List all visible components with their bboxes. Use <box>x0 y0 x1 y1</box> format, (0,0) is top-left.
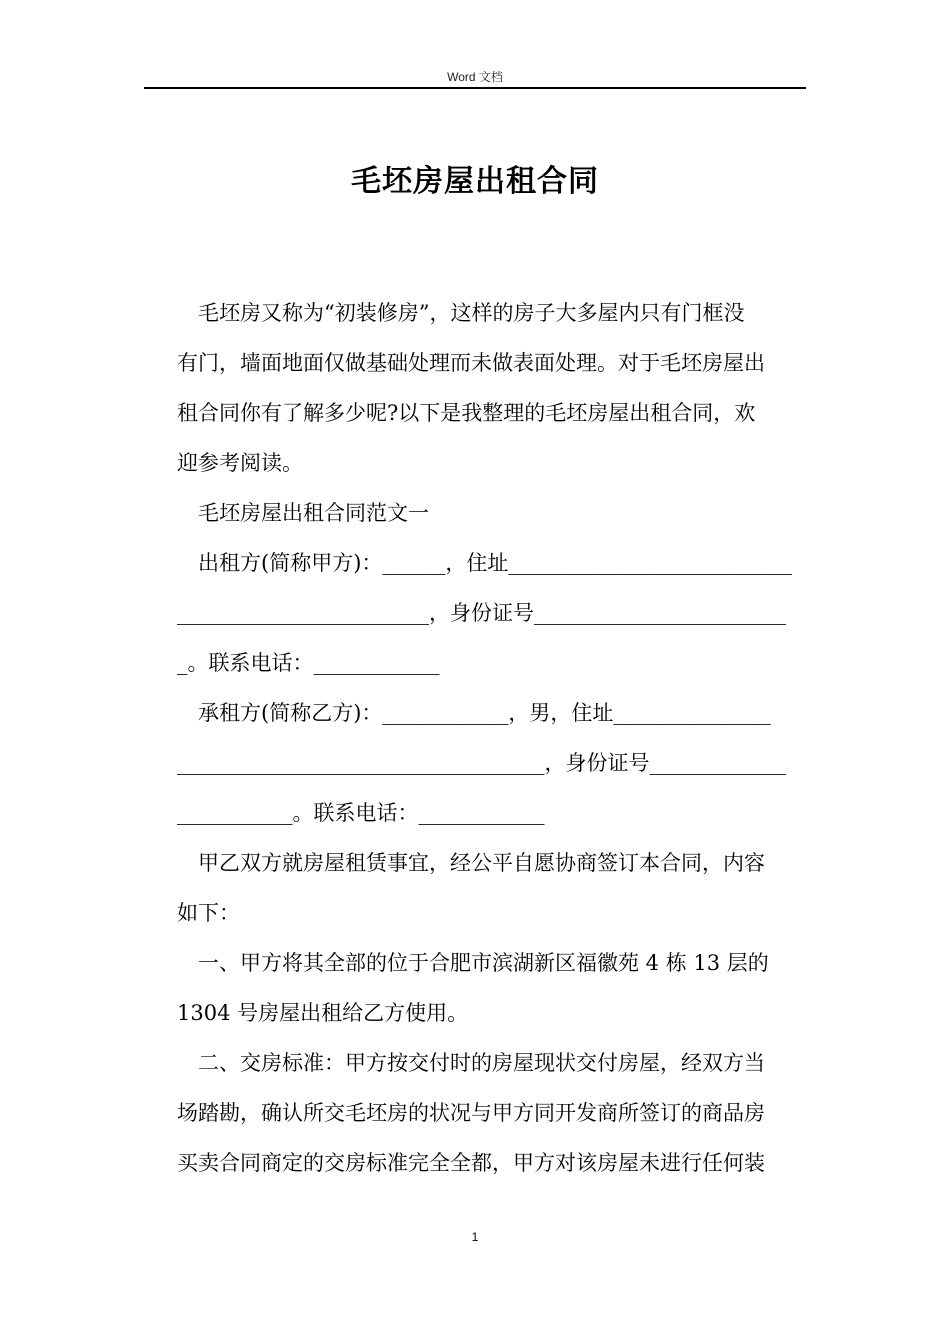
paragraph-clause-2 <box>177 1038 803 1188</box>
text-line: _。联系电话：____________ <box>177 651 440 675</box>
text-line: ________________________，身份证号________________________ <box>177 601 786 625</box>
paragraph-sample-heading <box>177 488 803 538</box>
text-line: 如下： <box>177 901 240 925</box>
text-line: ___________。联系电话：____________ <box>177 801 545 825</box>
text-line: 承租方(简称乙方)：____________，男，住址_______________ <box>198 701 771 725</box>
page-header: Word 文档 <box>447 70 503 84</box>
text-line: 二、交房标准：甲方按交付时的房屋现状交付房屋，经双方当 <box>198 1051 765 1075</box>
text-line: 毛坯房屋出租合同范文一 <box>198 501 429 525</box>
text-line: 出租方(简称甲方)：______，住址___________________________ <box>198 551 792 575</box>
text-line: 有门，墙面地面仅做基础处理而未做表面处理。对于毛坯房屋出 <box>177 351 765 375</box>
paragraph-agreement <box>177 838 803 938</box>
header-divider <box>144 87 806 89</box>
paragraph-lessor <box>177 538 803 688</box>
paragraph-lessee <box>177 688 803 838</box>
text-line: 场踏勘，确认所交毛坯房的状况与甲方同开发商所签订的商品房 <box>177 1101 765 1125</box>
text-line: ___________________________________，身份证号_____________ <box>177 751 786 775</box>
document-title: 毛坯房屋出租合同 <box>351 164 599 199</box>
document-body <box>177 288 803 1188</box>
text-line: 一、甲方将其全部的位于合肥市滨湖新区福徽苑 4 栋 13 层的 <box>198 951 769 975</box>
page-number: 1 <box>471 1230 479 1244</box>
paragraph-intro <box>177 288 803 488</box>
text-line: 毛坯房又称为“初装修房”，这样的房子大多屋内只有门框没 <box>198 301 745 325</box>
paragraph-clause-1 <box>177 938 803 1038</box>
text-line: 租合同你有了解多少呢?以下是我整理的毛坯房屋出租合同，欢 <box>177 401 756 425</box>
text-line: 迎参考阅读。 <box>177 451 303 475</box>
text-line: 买卖合同商定的交房标准完全全都，甲方对该房屋未进行任何装 <box>177 1151 765 1175</box>
text-line: 1304 号房屋出租给乙方使用。 <box>177 1001 469 1025</box>
text-line: 甲乙双方就房屋租赁事宜，经公平自愿协商签订本合同，内容 <box>198 851 765 875</box>
